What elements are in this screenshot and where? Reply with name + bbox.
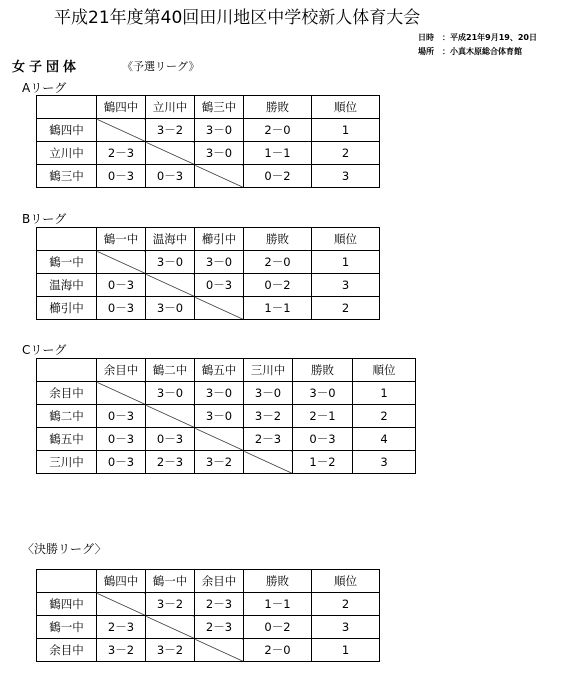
win-loss-cell: 2－0 <box>244 119 312 142</box>
column-header: 勝敗 <box>244 570 312 593</box>
corner-cell <box>37 228 97 251</box>
team-name-cell: 鶴四中 <box>37 119 97 142</box>
event-venue: 場所 ：小真木原総合体育館 <box>418 47 522 56</box>
match-score-cell: 3－0 <box>195 119 244 142</box>
self-match-diagonal <box>97 251 146 274</box>
table-row <box>37 639 380 662</box>
rank-cell: 1 <box>312 119 380 142</box>
team-name-cell: 立川中 <box>37 142 97 165</box>
column-header: 鶴五中 <box>195 359 244 382</box>
match-score-cell: 2－3 <box>244 428 293 451</box>
rank-cell: 2 <box>312 297 380 320</box>
column-header: 勝敗 <box>244 96 312 119</box>
rank-cell: 3 <box>312 274 380 297</box>
win-loss-cell: 1－1 <box>244 593 312 616</box>
page-title: 平成21年度第40回田川地区中学校新人体育大会 <box>54 8 421 28</box>
match-score-cell: 2－3 <box>97 142 146 165</box>
team-name-cell: 櫛引中 <box>37 297 97 320</box>
rank-cell: 1 <box>312 251 380 274</box>
team-name-cell: 温海中 <box>37 274 97 297</box>
team-name-cell: 余目中 <box>37 382 97 405</box>
match-score-cell: 3－2 <box>146 639 195 662</box>
table-row <box>37 165 380 188</box>
table-row <box>37 382 416 405</box>
league-c-table <box>36 358 416 474</box>
corner-cell <box>37 96 97 119</box>
league-c-label: Cリーグ <box>22 343 67 357</box>
match-score-cell: 3－0 <box>146 251 195 274</box>
preliminary-subtitle: 《予選リーグ》 <box>122 60 200 73</box>
column-header: 順位 <box>312 228 380 251</box>
league-b-table <box>36 227 380 320</box>
match-score-cell: 0－3 <box>97 451 146 474</box>
table-row <box>37 405 416 428</box>
league-a-table <box>36 95 380 188</box>
win-loss-cell: 0－2 <box>244 616 312 639</box>
column-header: 三川中 <box>244 359 293 382</box>
header-row <box>37 570 380 593</box>
win-loss-cell: 3－0 <box>293 382 353 405</box>
column-header: 櫛引中 <box>195 228 244 251</box>
match-score-cell: 3－0 <box>195 405 244 428</box>
match-score-cell: 3－0 <box>195 142 244 165</box>
match-score-cell: 0－3 <box>97 405 146 428</box>
table-row <box>37 274 380 297</box>
table-row <box>37 451 416 474</box>
rank-cell: 3 <box>312 165 380 188</box>
win-loss-cell: 0－2 <box>244 274 312 297</box>
match-score-cell: 0－3 <box>97 165 146 188</box>
self-match-diagonal <box>195 165 244 188</box>
event-date: 日時 ：平成21年9月19、20日 <box>418 33 537 42</box>
table-row <box>37 251 380 274</box>
match-score-cell: 3－2 <box>146 119 195 142</box>
team-name-cell: 鶴一中 <box>37 251 97 274</box>
self-match-diagonal <box>97 382 146 405</box>
team-name-cell: 三川中 <box>37 451 97 474</box>
corner-cell <box>37 570 97 593</box>
win-loss-cell: 0－3 <box>293 428 353 451</box>
win-loss-cell: 2－0 <box>244 251 312 274</box>
header-row <box>37 96 380 119</box>
match-score-cell: 3－2 <box>146 593 195 616</box>
self-match-diagonal <box>146 616 195 639</box>
column-header: 鶴三中 <box>195 96 244 119</box>
rank-cell: 2 <box>312 142 380 165</box>
rank-cell: 2 <box>353 405 416 428</box>
team-name-cell: 鶴四中 <box>37 593 97 616</box>
table-row <box>37 428 416 451</box>
table-row <box>37 297 380 320</box>
column-header: 勝敗 <box>244 228 312 251</box>
self-match-diagonal <box>97 119 146 142</box>
win-loss-cell: 1－1 <box>244 297 312 320</box>
self-match-diagonal <box>195 297 244 320</box>
match-score-cell: 3－0 <box>195 382 244 405</box>
category-label: 女子団体 <box>12 60 81 75</box>
header-row <box>37 359 416 382</box>
column-header: 余目中 <box>195 570 244 593</box>
self-match-diagonal <box>146 405 195 428</box>
column-header: 鶴四中 <box>97 570 146 593</box>
match-score-cell: 0－3 <box>97 428 146 451</box>
match-score-cell: 2－3 <box>97 616 146 639</box>
team-name-cell: 鶴一中 <box>37 616 97 639</box>
column-header: 順位 <box>312 96 380 119</box>
table-row <box>37 142 380 165</box>
match-score-cell: 3－2 <box>195 451 244 474</box>
self-match-diagonal <box>146 142 195 165</box>
match-score-cell: 0－3 <box>146 428 195 451</box>
table-row <box>37 119 380 142</box>
league-b-label: Bリーグ <box>22 212 67 226</box>
win-loss-cell: 2－0 <box>244 639 312 662</box>
corner-cell <box>37 359 97 382</box>
rank-cell: 3 <box>312 616 380 639</box>
column-header: 順位 <box>353 359 416 382</box>
final-league-label: 〈決勝リーグ〉 <box>22 542 107 556</box>
self-match-diagonal <box>146 274 195 297</box>
win-loss-cell: 2－1 <box>293 405 353 428</box>
column-header: 鶴二中 <box>146 359 195 382</box>
rank-cell: 2 <box>312 593 380 616</box>
team-name-cell: 余目中 <box>37 639 97 662</box>
column-header: 勝敗 <box>293 359 353 382</box>
column-header: 余目中 <box>97 359 146 382</box>
match-score-cell: 3－2 <box>244 405 293 428</box>
rank-cell: 4 <box>353 428 416 451</box>
rank-cell: 1 <box>312 639 380 662</box>
column-header: 温海中 <box>146 228 195 251</box>
match-score-cell: 3－0 <box>195 251 244 274</box>
table-row <box>37 616 380 639</box>
match-score-cell: 3－0 <box>146 297 195 320</box>
win-loss-cell: 0－2 <box>244 165 312 188</box>
rank-cell: 3 <box>353 451 416 474</box>
match-score-cell: 3－0 <box>244 382 293 405</box>
team-name-cell: 鶴五中 <box>37 428 97 451</box>
match-score-cell: 3－0 <box>146 382 195 405</box>
match-score-cell: 0－3 <box>97 274 146 297</box>
column-header: 鶴四中 <box>97 96 146 119</box>
match-score-cell: 2－3 <box>146 451 195 474</box>
team-name-cell: 鶴二中 <box>37 405 97 428</box>
column-header: 立川中 <box>146 96 195 119</box>
self-match-diagonal <box>195 428 244 451</box>
column-header: 鶴一中 <box>146 570 195 593</box>
table-row <box>37 593 380 616</box>
final-league-table <box>36 569 380 662</box>
team-name-cell: 鶴三中 <box>37 165 97 188</box>
self-match-diagonal <box>244 451 293 474</box>
self-match-diagonal <box>97 593 146 616</box>
league-a-label: Aリーグ <box>22 81 67 95</box>
match-score-cell: 0－3 <box>146 165 195 188</box>
rank-cell: 1 <box>353 382 416 405</box>
win-loss-cell: 1－1 <box>244 142 312 165</box>
win-loss-cell: 1－2 <box>293 451 353 474</box>
match-score-cell: 2－3 <box>195 616 244 639</box>
match-score-cell: 2－3 <box>195 593 244 616</box>
self-match-diagonal <box>195 639 244 662</box>
column-header: 順位 <box>312 570 380 593</box>
match-score-cell: 3－2 <box>97 639 146 662</box>
header-row <box>37 228 380 251</box>
match-score-cell: 0－3 <box>97 297 146 320</box>
match-score-cell: 0－3 <box>195 274 244 297</box>
column-header: 鶴一中 <box>97 228 146 251</box>
